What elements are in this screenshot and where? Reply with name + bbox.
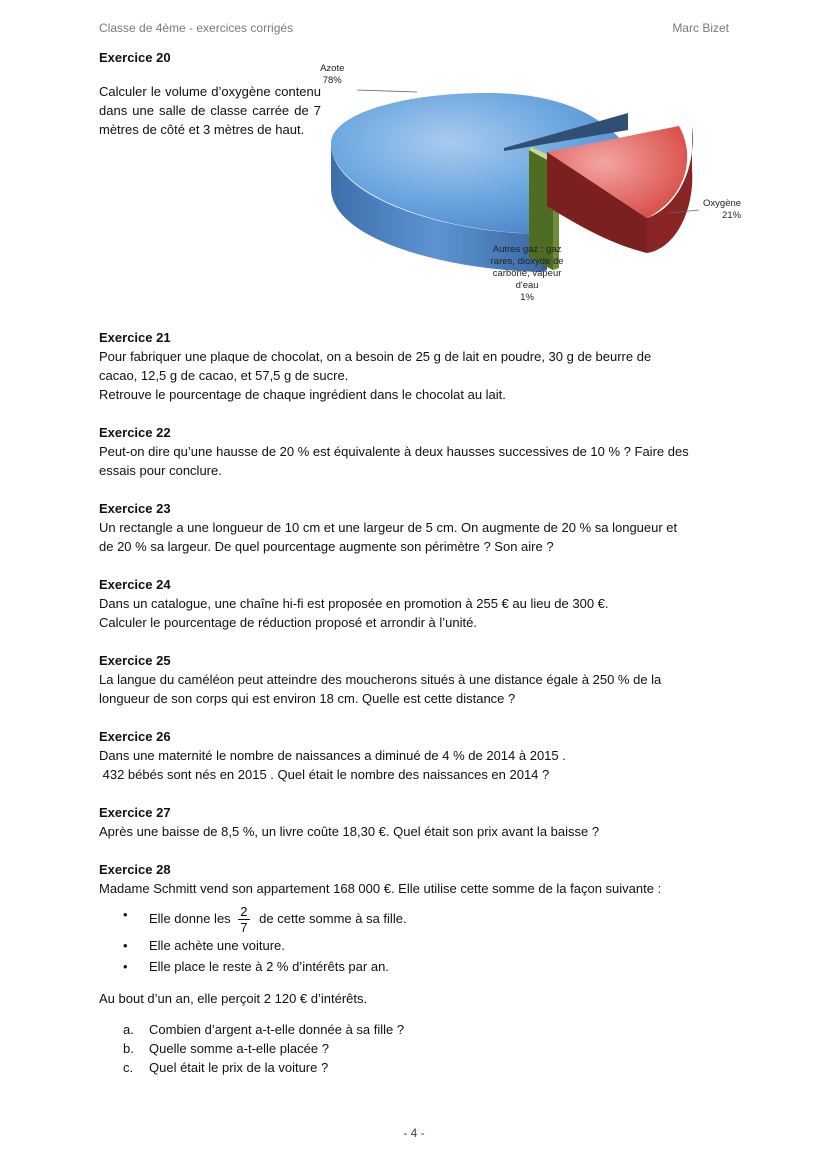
bullet-text: de cette somme à sa fille. <box>259 910 407 926</box>
fraction <box>238 904 249 935</box>
question-list <box>99 1020 730 1077</box>
question-letter: b. <box>123 1041 134 1056</box>
question-item <box>123 1058 730 1077</box>
header-right: Marc Bizet <box>672 21 729 35</box>
question-item <box>123 1020 730 1039</box>
header-left: Classe de 4ème - exercices corrigés <box>99 21 294 35</box>
exercise-title: Exercice 25 <box>99 653 171 668</box>
question-item <box>123 1039 730 1058</box>
question-letter: a. <box>123 1022 134 1037</box>
pie-chart <box>317 48 742 316</box>
bullet-text: Elle donne les <box>149 910 231 926</box>
exercise-title: Exercice 22 <box>99 425 171 440</box>
fraction-numerator: 2 <box>240 904 248 919</box>
chart-label-oxygene: Oxygène 21% <box>703 198 742 221</box>
exercise-line: Calculer le pourcentage de réduction proposé et arrondir à l’unité. <box>99 615 477 630</box>
exercise-23 <box>99 499 730 556</box>
leader-line-azote <box>357 90 417 92</box>
fraction-denominator: 7 <box>240 920 248 935</box>
exercise-28 <box>99 860 730 1077</box>
exercise-20 <box>99 48 742 316</box>
exercise-line: Après une baisse de 8,5 %, un livre coûte 18,30 €. Quel était son prix avant la baisse ? <box>99 824 600 839</box>
chart-label-autres: Autres gaz : gaz rares, dioxyde de carbone, vapeur d'eau 1% <box>490 244 564 303</box>
bullet-item <box>123 904 730 935</box>
bullet-item: • Elle place le reste à 2 % d’intérêts par an. <box>123 956 730 977</box>
exercise-line: Madame Schmitt vend son appartement 168 000 €. Elle utilise cette somme de la façon suivante : <box>99 881 662 896</box>
exercise-line: Dans une maternité le nombre de naissances a diminué de 4 % de 2014 à 2015 . <box>99 748 566 763</box>
exercise-text: Calculer le volume d’oxygène contenu dans une salle de classe carrée de 7 mètres de côté et 3 mètres de haut. <box>99 84 321 137</box>
page-content <box>99 48 742 1096</box>
bullet-item: • Elle achète une voiture. <box>123 935 730 956</box>
question-text: Combien d’argent a-t-elle donnée à sa fille ? <box>149 1022 405 1037</box>
exercise-line: Retrouve le pourcentage de chaque ingrédient dans le chocolat au lait. <box>99 387 506 402</box>
exercise-line: Un rectangle a une longueur de 10 cm et une largeur de 5 cm. On augmente de 20 % sa longueur et <box>99 520 678 535</box>
exercise-line: Dans un catalogue, une chaîne hi-fi est proposée en promotion à 255 € au lieu de 300 €. <box>99 596 609 611</box>
bullet-list <box>99 904 730 977</box>
question-letter: c. <box>123 1060 134 1075</box>
exercise-title: Exercice 24 <box>99 577 171 592</box>
exercise-title: Exercice 21 <box>99 330 171 345</box>
exercise-25 <box>99 651 730 708</box>
exercise-title: Exercice 27 <box>99 805 171 820</box>
exercise-title: Exercice 23 <box>99 501 171 516</box>
exercise-line: longueur de son corps qui est environ 18 cm. Quelle est cette distance ? <box>99 691 516 706</box>
exercise-26 <box>99 727 730 784</box>
question-text: Quelle somme a-t-elle placée ? <box>149 1041 329 1056</box>
exercise-24 <box>99 575 730 632</box>
exercise-line: Peut-on dire qu’une hausse de 20 % est équivalente à deux hausses successives de 10 % ? Faire des <box>99 444 689 459</box>
exercise-21 <box>99 328 730 404</box>
question-text: Quel était le prix de la voiture ? <box>149 1060 329 1075</box>
exercise-title: Exercice 20 <box>99 50 171 65</box>
exercise-22 <box>99 423 730 480</box>
exercise-line: cacao, 12,5 g de cacao, et 57,5 g de sucre. <box>99 368 349 383</box>
exercise-line: essais pour conclure. <box>99 463 222 478</box>
page-number: - 4 - <box>403 1126 425 1140</box>
exercise-27 <box>99 803 730 841</box>
exercise-line: de 20 % sa largeur. De quel pourcentage augmente son périmètre ? Son aire ? <box>99 539 554 554</box>
chart-label-azote: Azote 78% <box>320 63 345 86</box>
exercise-line: Pour fabriquer une plaque de chocolat, on a besoin de 25 g de lait en poudre, 30 g de beurre de <box>99 349 652 364</box>
exercise-line: Au bout d’un an, elle perçoit 2 120 € d’intérêts. <box>99 991 368 1006</box>
exercise-line: 432 bébés sont nés en 2015 . Quel était le nombre des naissances en 2014 ? <box>99 767 550 782</box>
exercise-title: Exercice 26 <box>99 729 171 744</box>
exercise-title: Exercice 28 <box>99 862 171 877</box>
exercise-line: La langue du caméléon peut atteindre des moucherons situés à une distance égale à 250 % de la <box>99 672 662 687</box>
